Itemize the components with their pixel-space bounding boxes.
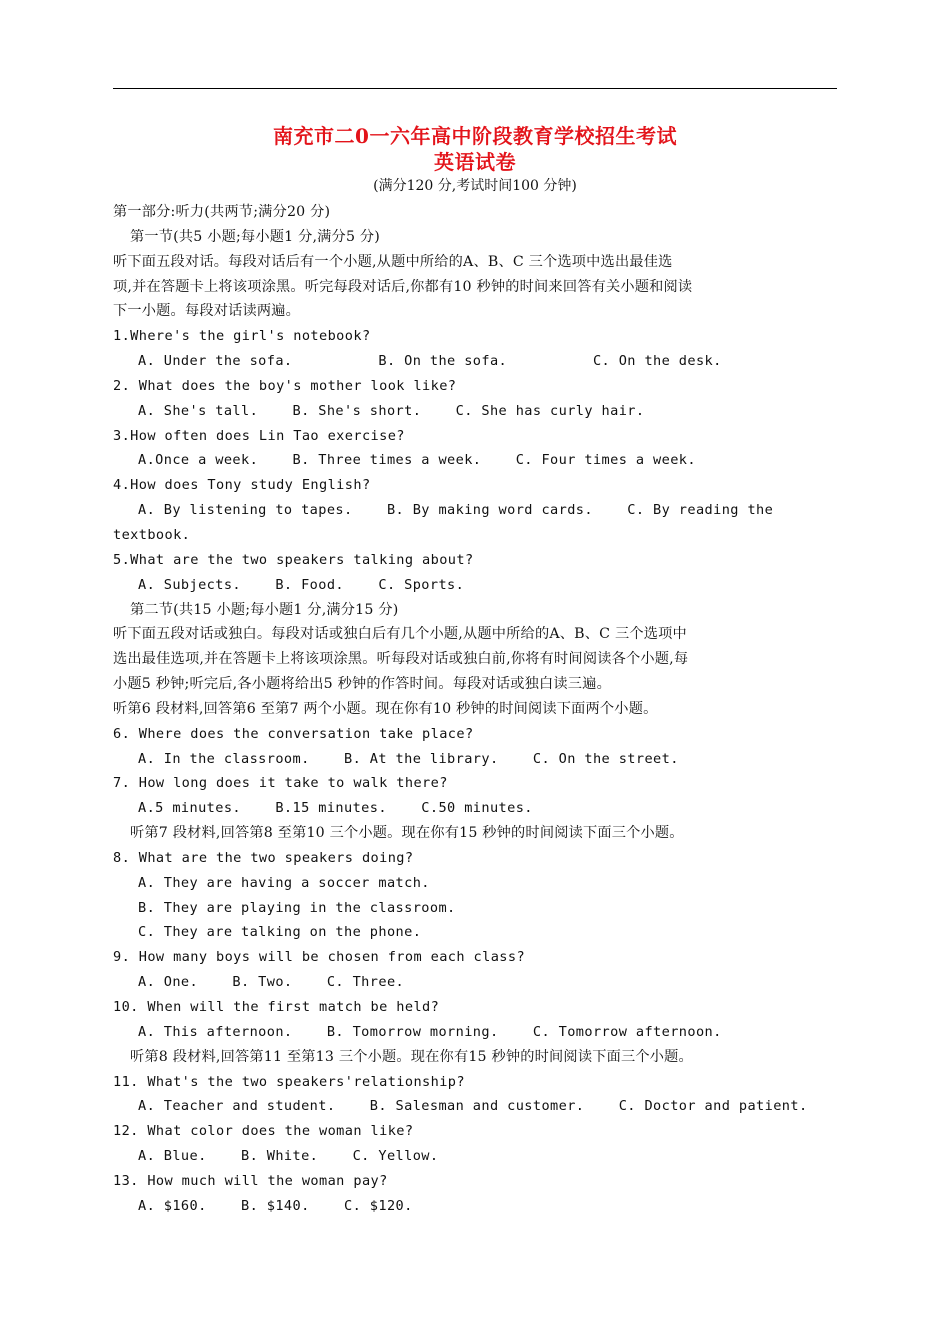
text-line: A. This afternoon. B. Tomorrow morning. C. Tomorrow afternoon.: [138, 1023, 722, 1040]
exam-body: [113, 200, 808, 1219]
text-line: 4.How does Tony study English?: [113, 477, 371, 494]
text-line: 3.How often does Lin Tao exercise?: [113, 427, 405, 444]
text-line: 第二节(共15 小题;每小题1 分,满分15 分): [130, 601, 399, 618]
text-line: A.Once a week. B. Three times a week. C. Four times a week.: [138, 452, 696, 469]
text-line: A. Teacher and student. B. Salesman and customer. C. Doctor and patient.: [138, 1098, 808, 1115]
text-line: A. $160. B. $140. C. $120.: [138, 1197, 413, 1214]
text-line: A.5 minutes. B.15 minutes. C.50 minutes.: [138, 800, 533, 817]
text-line: 11. What's the two speakers'relationship?: [113, 1073, 465, 1090]
text-line: A. In the classroom. B. At the library. C. On the street.: [138, 750, 679, 767]
text-line: 第一节(共5 小题;每小题1 分,满分5 分): [130, 228, 381, 245]
text-line: 8. What are the two speakers doing?: [113, 849, 414, 866]
text-line: 听下面五段对话。每段对话后有一个小题,从题中所给的A、B、C 三个选项中选出最佳选: [113, 253, 673, 270]
text-line: A. Subjects. B. Food. C. Sports.: [138, 576, 465, 593]
text-line: 9. How many boys will be chosen from each class?: [113, 949, 526, 966]
text-line: 下一小题。每段对话读两遍。: [113, 303, 301, 320]
text-line: 7. How long does it take to walk there?: [113, 775, 448, 792]
header-rule: [113, 88, 837, 89]
exam-title: 南充市二0一六年高中阶段教育学校招生考试: [273, 124, 677, 148]
text-line: 听第8 段材料,回答第11 至第13 三个小题。现在你有15 秒钟的时间阅读下面三个小题。: [130, 1048, 693, 1065]
text-line: 听第6 段材料,回答第6 至第7 两个小题。现在你有10 秒钟的时间阅读下面两个小题。: [113, 700, 658, 717]
text-line: B. They are playing in the classroom.: [138, 899, 456, 916]
text-line: 选出最佳选项,并在答题卡上将该项涂黑。听每段对话或独白前,你将有时间阅读各个小题,每: [113, 651, 689, 668]
text-line: A. Under the sofa. B. On the sofa. C. On the desk.: [138, 353, 722, 370]
text-line: A. They are having a soccer match.: [138, 874, 430, 891]
text-line: textbook.: [113, 526, 191, 543]
text-line: 项,并在答题卡上将该项涂黑。听完每段对话后,你都有10 秒钟的时间来回答有关小题和阅读: [113, 278, 693, 295]
text-line: 小题5 秒钟;听完后,各小题将给出5 秒钟的作答时间。每段对话或独白读三遍。: [113, 676, 611, 693]
text-line: 听第7 段材料,回答第8 至第10 三个小题。现在你有15 秒钟的时间阅读下面三个小题。: [130, 825, 684, 842]
text-line: 1.Where's the girl's notebook?: [113, 328, 371, 345]
text-line: 听下面五段对话或独白。每段对话或独白后有几个小题,从题中所给的A、B、C 三个选项中: [113, 626, 687, 643]
text-line: A. Blue. B. White. C. Yellow.: [138, 1148, 439, 1165]
exam-subject-title: 英语试卷: [434, 150, 516, 174]
text-line: 10. When will the first match be held?: [113, 999, 440, 1015]
text-line: C. They are talking on the phone.: [138, 924, 422, 941]
text-line: A. She's tall. B. She's short. C. She has curly hair.: [138, 402, 645, 419]
text-line: 6. Where does the conversation take place?: [113, 725, 474, 742]
text-line: A. One. B. Two. C. Three.: [138, 974, 405, 991]
exam-info: (满分120 分,考试时间100 分钟): [373, 178, 577, 194]
text-line: 12. What color does the woman like?: [113, 1123, 414, 1140]
text-line: 5.What are the two speakers talking about?: [113, 551, 474, 568]
text-line: 13. How much will the woman pay?: [113, 1172, 388, 1189]
text-line: 2. What does the boy's mother look like?: [113, 377, 457, 394]
text-line: 第一部分:听力(共两节;满分20 分): [113, 204, 331, 220]
text-line: A. By listening to tapes. B. By making word cards. C. By reading the: [138, 502, 774, 519]
